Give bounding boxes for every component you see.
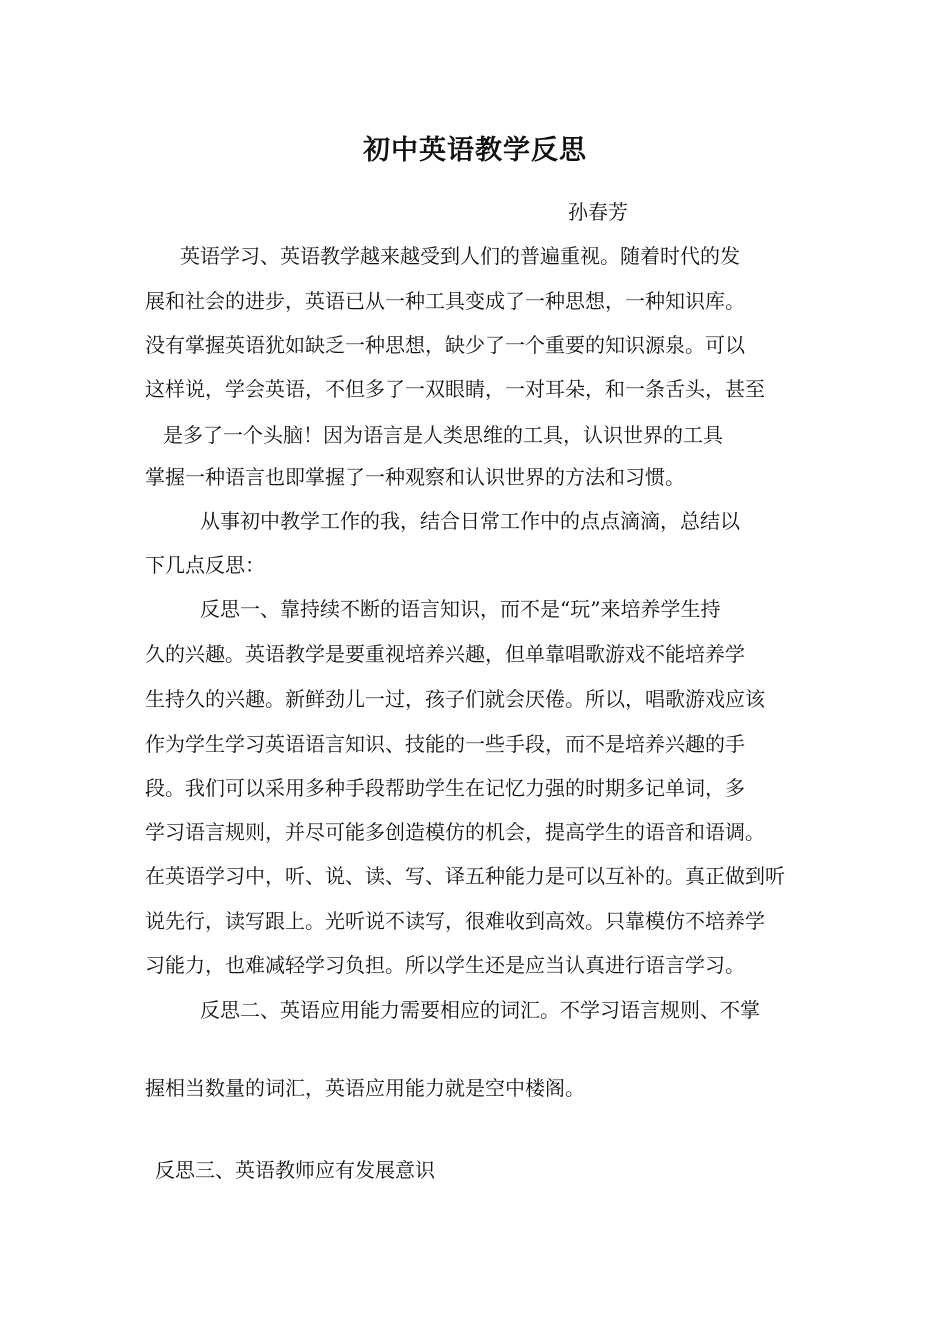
text-line: 下几点反思：: [145, 553, 265, 577]
text-line: 反思二、英语应用能力需要相应的词汇。不学习语言规则、不掌: [200, 998, 760, 1022]
text-line: 这样说，学会英语，不但多了一双眼睛，一对耳朵，和一条舌头，甚至: [145, 377, 765, 401]
text-line: 作为学生学习英语语言知识、技能的一些手段，而不是培养兴趣的手: [145, 732, 745, 756]
text-line: 握相当数量的词汇，英语应用能力就是空中楼阁。: [145, 1076, 585, 1100]
text-line: 展和社会的进步，英语已从一种工具变成了一种思想，一种知识库。: [145, 289, 745, 313]
text-line: 没有掌握英语犹如缺乏一种思想，缺少了一个重要的知识源泉。可以: [145, 333, 745, 357]
text-line: 在英语学习中，听、说、读、写、译五种能力是可以互补的。真正做到听: [145, 864, 785, 888]
document-title: 初中英语教学反思: [363, 135, 587, 166]
text-line: 生持久的兴趣。新鲜劲儿一过，孩子们就会厌倦。所以，唱歌游戏应该: [145, 687, 765, 711]
text-line: 说先行，读写跟上。光听说不读写，很难收到高效。只靠模仿不培养学: [145, 909, 765, 933]
text-line: 学习语言规则，并尽可能多创造模仿的机会，提高学生的语音和语调。: [145, 820, 765, 844]
text-line: 习能力，也难减轻学习负担。所以学生还是应当认真进行语言学习。: [145, 953, 745, 977]
text-line: 英语学习、英语教学越来越受到人们的普遍重视。随着时代的发: [180, 244, 740, 268]
text-line: 掌握一种语言也即掌握了一种观察和认识世界的方法和习惯。: [145, 465, 685, 489]
text-line: 反思一、靠持续不断的语言知识，而不是“玩”来培养学生持: [200, 597, 721, 621]
text-line: 久的兴趣。英语教学是要重视培养兴趣，但单靠唱歌游戏不能培养学: [145, 642, 745, 666]
text-line: 段。我们可以采用多种手段帮助学生在记忆力强的时期多记单词，多: [145, 776, 745, 800]
author-name: 孙春芳: [568, 200, 628, 224]
text-line: 是多了一个头脑！因为语言是人类思维的工具，认识世界的工具: [163, 423, 723, 447]
text-line: 反思三、英语教师应有发展意识: [155, 1158, 435, 1182]
text-line: 从事初中教学工作的我，结合日常工作中的点点滴滴，总结以: [200, 509, 740, 533]
